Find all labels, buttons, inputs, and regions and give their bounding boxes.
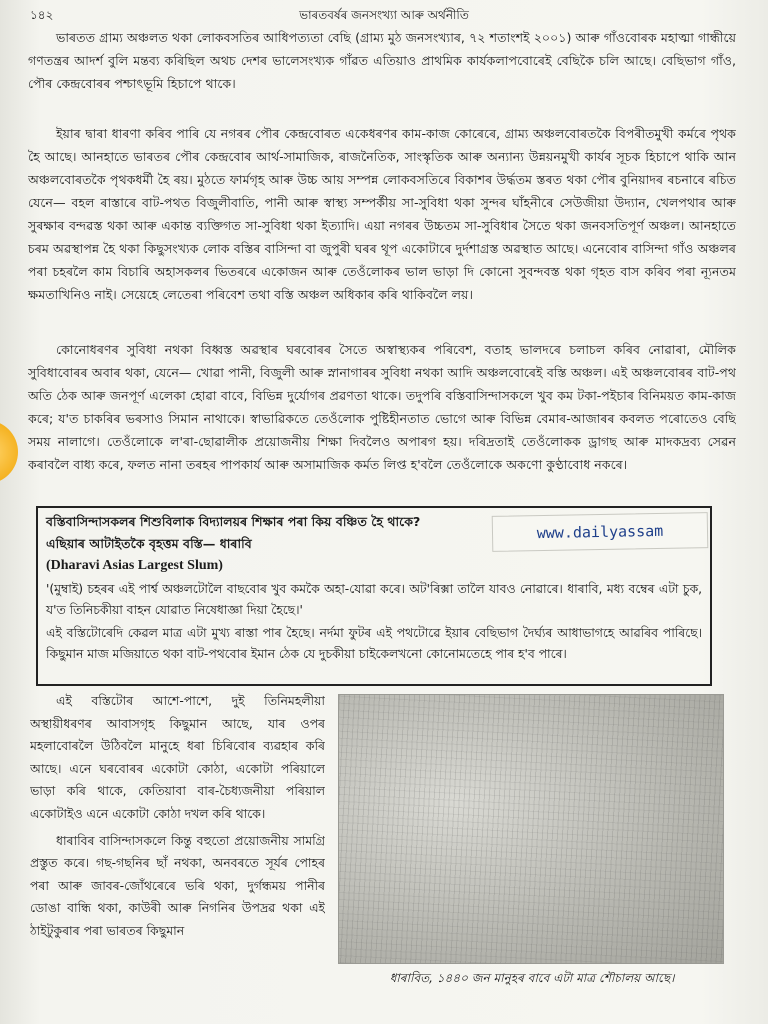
side-paragraph-2: ধাৰাবিৰ বাসিন্দাসকলে কিন্তু বহুতো প্ৰয়োজনীয় সামগ্ৰি প্ৰস্তুত কৰে। গছ-গছনিৰ ছাঁ নথকা, অনবৰতে সূৰ্যৰ পোহৰ পৰা আৰু জাবৰ-জোঁথৰেৰে ভৰি থকা, দুৰ্গন্ধময় পানীৰ ডোঙা বান্ধি থকা, কাউৰী আৰু নিগনিৰ উপদ্ৰৱ থকা এই ঠাইটুকুৰাৰ পৰা ভাৰতৰ কিছুমান bbox=[30, 832, 325, 938]
side-paragraph-1: এই বস্তিটোৰ আশে-পাশে, দুই তিনিমহলীয়া অস্থায়ীধৰণৰ আবাসগৃহ কিছুমান আছে, যাৰ ওপৰ মহলাবোৰলৈ উঠিবলৈ মানুহে ধৰা চিৰিবোৰ ব্যৱহাৰ কৰি আছে। এনে ঘৰবোৰৰ একোটা কোঠা, একোটা পৰিয়ালে ভাড়া কৰি থাকে, কেতিয়াবা বাৰ-চৈধ্যজনীয়া পৰিয়াল একোটাইও এনে একোটা কোঠা দখল কৰি থাকে। bbox=[30, 693, 325, 821]
box-question: বস্তিবাসিন্দাসকলৰ শিশুবিলাক বিদ্যালয়ৰ শিক্ষাৰ পৰা কিয় বঞ্চিত হৈ থাকে? bbox=[46, 514, 421, 529]
body-paragraph-3: কোনোধৰণৰ সুবিধা নথকা বিধ্বস্ত অৱস্থাৰ ঘৰবোৰৰ সৈতে অস্বাস্থ্যকৰ পৰিবেশ, বতাহ ভালদৰে চলাচল কৰিব নোৱাৰা, মৌলিক সুবিধাবোৰৰ অবাৰ থকা, যেনে— খোৱা পানী, বিজুলী আৰু স্নানাগাৰৰ সুবিধা নথকা আদি অঞ্চলবোৰেই বস্তি অঞ্চল। এই অঞ্চলবোৰৰ বাট-পথ অতি ঠেক আৰু জনপূৰ্ণ এলেকা হোৱা বাবে, বিভিন্ন দুৰ্যোগৰ প্ৰৱণতা থাকে। তদুপৰি বস্তিবাসিন্দাসকলে খুব কম টকা-পইচাৰ বিনিময়ত কাম-কাজ কৰে; য'ত চাকৰিৰ ভৰসাও সিমান নাথাকে। স্বাভাৱিকতে তেওঁলোক পুষ্টিহীনতাত ভোগে আৰু বিভিন্ন বেমাৰ-আজাৰৰ কবলত পৰোতেও বেছি সময় নালাগে। তেওঁলোকে ল'ৰা-ছোৱালীক প্ৰয়োজনীয় শিক্ষা দিবলৈও অপাৰগ হয়। দৰিদ্ৰতাই তেওঁলোকক ড্ৰাগছ আৰু মাদকদ্ৰব্য সেৱন কৰাবলৈ বাধ্য কৰে, ফলত নানা তৰহৰ পাপকাৰ্য আৰু অসামাজিক কৰ্মত লিপ্ত হ'বলৈ তেওঁলোকে অকণো কুণ্ঠাবোধ নকৰে। bbox=[28, 342, 736, 472]
page-number: ১৪২ bbox=[30, 8, 54, 22]
page-tab-marker bbox=[0, 420, 18, 484]
body-paragraph-2: ইয়াৰ দ্বাৰা ধাৰণা কৰিব পাৰি যে নগৰৰ পৌৰ কেন্দ্ৰবোৰত একেধৰণৰ কাম-কাজ কোৰেৰে, গ্ৰাম্য অঞ্চলবোৰতকৈ বিপৰীতমুখী কৰ্মৰে পৃথক হৈ আছে। আনহাতে ভাৰতৰ পৌৰ কেন্দ্ৰবোৰ আৰ্থ-সামাজিক, ৰাজনৈতিক, সাংস্কৃতিক আৰু অন্যান্য উন্নয়নমুখী কাৰ্যৰ সূচক হিচাপে থাকি আন অঞ্চলবোৰতকৈ পৃথকধৰ্মী হৈ ৰয়। মুঠতে ফাৰ্মগৃহ আৰু উচ্চ আয় সম্পন্ন লোকবসতিৰে বিকাশৰ উৰ্দ্ধতম স্তৰত থকা পৌৰ বুনিয়াদৰ ৰচনাৰে ৰচিত যেনে— বহল ৰাস্তাৰে বাট-পথত বিজুলীবাতি, পানী আৰু স্বাস্থ্য সম্পৰ্কীয় সা-সুবিধা থকা সুন্দৰ ঘাঁহনীৰে সেউজীয়া উদ্যান, খেলপথাৰ আৰু সুৰক্ষাৰ বন্দৱস্ত থকা আৰু একান্ত ব্যক্তিগত সা-সুবিধা থকা ইত্যাদি। এয়া নগৰৰ উচ্চতম সা-সুবিধাৰ সৈতে থকা জনবসতিপূৰ্ণ অঞ্চল। আনহাতে চৰম অৱস্থাপন্ন হৈ থকা কিছুসংখ্যক লোক বস্তিৰ বাসিন্দা বা জুপুৰী ঘৰৰ থূপ একোটাৰে দুৰ্দশাগ্ৰস্ত অৱস্থাত আছে। এনেবোৰ বাসিন্দা গাঁও অঞ্চলৰ পৰা চহৰলৈ কাম বিচাৰি অহাসকলৰ ভিতৰৰে একোজন আৰু তেওঁলোকৰ ভাল ভাড়া দি কোনো সুবন্দবস্ত থকা গৃহত বাস কৰিব পৰা ন্যূনতম ক্ষমতাখিনিও নাই। সেয়েহে লেতেৰা পৰিবেশ তথা বস্তি অঞ্চল অধিকাৰ কৰি থাকিবলৈ লয়। bbox=[28, 126, 736, 302]
dharavi-photo bbox=[338, 694, 724, 964]
box-english-title: (Dharavi Asias Largest Slum) bbox=[46, 558, 223, 573]
box-paragraph-1: '(মুম্বাই) চহৰৰ এই পাৰ্শ্ব অঞ্চলটোলৈ বাছবোৰ খুব কমকৈ অহা-যোৱা কৰে। অট'ৰিক্সা তালৈ যাবও নোৱাৰে। ধাৰাবি, মধ্য বম্বেৰ এটা চুক, য'ত তিনিচকীয়া বাহন যোৱাত নিষেধাজ্ঞা দিয়া হৈছে।' bbox=[46, 582, 702, 617]
photo-caption: ধাৰাবিত, ১৪৪০ জন মানুহৰ বাবে এটা মাত্ৰ শৌচালয় আছে। bbox=[389, 971, 675, 985]
side-text-column bbox=[30, 690, 325, 1016]
watermark-stamp: www.dailyassam bbox=[492, 512, 709, 552]
box-subtitle: এছিয়াৰ আটাইতকৈ বৃহত্তম বস্তি— ধাৰাবি bbox=[46, 536, 252, 551]
page-header bbox=[30, 4, 738, 26]
body-paragraph-1: ভাৰতত গ্ৰাম্য অঞ্চলত থকা লোকবসতিৰ আধিপত্যতা বেছি (গ্ৰাম্য মুঠ জনসংখ্যাৰ, ৭২ শতাংশই ২০০১) আৰু গাঁওবোৰক মহাত্মা গান্ধীয়ে গণতন্ত্ৰৰ আদৰ্শ বুলি মন্তব্য কৰিছিল অথচ দেশৰ ভালেসংখ্যক গাঁৱত এতিয়াও প্ৰাথমিক কাৰ্যকলাপবোৰেই বেছিকৈ চলি আছে। বেছিভাগ গাঁও, পৌৰ কেন্দ্ৰবোৰৰ পশ্চাৎভূমি হিচাপে থাকে। bbox=[28, 30, 736, 91]
running-title: ভাৰতবৰ্ষৰ জনসংখ্যা আৰু অৰ্থনীতি bbox=[299, 8, 469, 22]
box-paragraph-2: এই বস্তিটোৰেদি কেৱল মাত্ৰ এটা মুখ্য ৰাস্তা পাৰ হৈছে। নৰ্দমা ফুটৰ এই পথটোৱে ইয়াৰ বেছিভাগ দৈৰ্ঘ্যৰ আধাভাগহে আৱৰিব পাৰিছে। কিছুমান মাজ মজিয়াতে থকা বাট-পথবোৰ ইমান ঠেক যে দুচকীয়া চাইকেলখনো কোনোমতেহে পাৰ হ'ব পাৰে। bbox=[46, 626, 702, 661]
